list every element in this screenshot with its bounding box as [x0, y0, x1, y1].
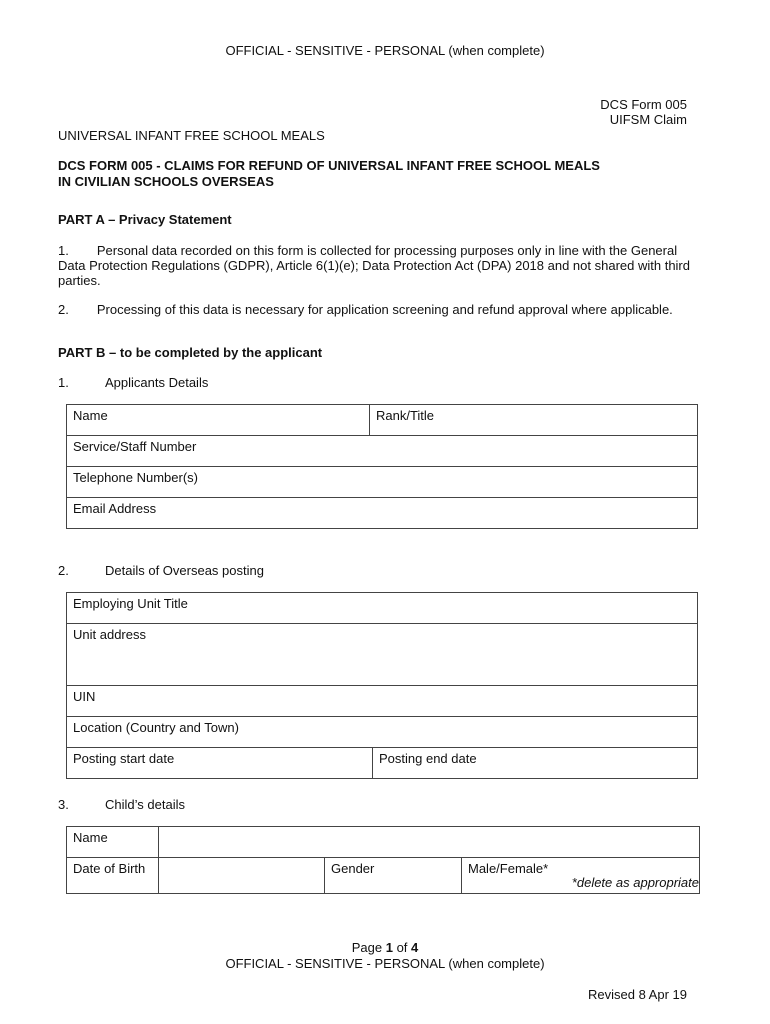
form-ref-line2: UIFSM Claim: [609, 112, 687, 127]
gender-field[interactable]: [462, 858, 700, 894]
page-number: [0, 940, 770, 955]
header-classification: OFFICIAL - SENSITIVE - PERSONAL (when complete): [225, 43, 545, 58]
field-label: Location (Country and Town): [73, 720, 239, 735]
field-label: Email Address: [73, 501, 157, 516]
title-line2: IN CIVILIAN SCHOOLS OVERSEAS: [58, 174, 274, 189]
part-a-heading: PART A – Privacy Statement: [58, 212, 232, 227]
employing-unit-field[interactable]: [67, 593, 698, 624]
footer-classification: OFFICIAL - SENSITIVE - PERSONAL (when complete): [225, 956, 545, 971]
service-number-field[interactable]: [67, 436, 698, 467]
applicant-details-table: [66, 404, 698, 529]
location-field[interactable]: [67, 717, 698, 748]
document-title: [58, 158, 600, 190]
field-label: Name: [73, 830, 108, 845]
section-title: Applicants Details: [105, 375, 209, 390]
section-number: 2.: [58, 563, 69, 578]
form-reference: [600, 97, 687, 127]
field-label: Telephone Number(s): [73, 470, 199, 485]
field-label: Unit address: [73, 627, 146, 642]
dob-field[interactable]: [159, 858, 325, 894]
revision-date: Revised 8 Apr 19: [587, 987, 687, 1002]
field-label: Date of Birth: [73, 861, 146, 876]
page-current: 1: [385, 940, 393, 955]
gender-options: Male/Female*: [468, 861, 549, 876]
section-1-heading: [58, 375, 208, 390]
telephone-field[interactable]: [67, 467, 698, 498]
page-prefix: Page: [351, 940, 386, 955]
child-name-label: [67, 827, 159, 858]
overseas-posting-table: [66, 592, 698, 779]
page-mid: of: [392, 940, 412, 955]
part-b-heading: PART B – to be completed by the applicant: [58, 345, 323, 360]
gender-label: [325, 858, 462, 894]
section-title: Child’s details: [105, 797, 185, 812]
field-label: Posting start date: [73, 751, 175, 766]
child-name-field[interactable]: [159, 827, 700, 858]
unit-address-field[interactable]: [67, 624, 698, 686]
dob-label: [67, 858, 159, 894]
section-number: 3.: [58, 797, 69, 812]
child-details-table: [66, 826, 700, 894]
form-ref-line1: DCS Form 005: [600, 97, 687, 112]
uin-field[interactable]: [67, 686, 698, 717]
section-2-heading: [58, 563, 264, 578]
field-label: Service/Staff Number: [73, 439, 197, 454]
paragraph-text: Processing of this data is necessary for application screening and refund approval where applicable.: [96, 302, 673, 317]
posting-end-date-field[interactable]: [373, 748, 698, 779]
paragraph-number: 1.: [58, 243, 69, 258]
rank-title-field[interactable]: [370, 405, 698, 436]
paragraph-text: Personal data recorded on this form is collected for processing purposes only in line with the General Data Protection Regulations (GDPR), Article 6(1)(e); Data Protection Act (DPA) 2018 and not shared with third parties.: [58, 243, 690, 288]
posting-start-date-field[interactable]: [67, 748, 373, 779]
field-label: Posting end date: [379, 751, 477, 766]
field-label: Gender: [331, 861, 375, 876]
section-title: Details of Overseas posting: [105, 563, 264, 578]
section-number: 1.: [58, 375, 69, 390]
title-line1: DCS FORM 005 - CLAIMS FOR REFUND OF UNIVERSAL INFANT FREE SCHOOL MEALS: [58, 158, 600, 173]
page-total: 4: [411, 940, 419, 955]
document-subtitle: UNIVERSAL INFANT FREE SCHOOL MEALS: [58, 128, 325, 143]
field-label: Employing Unit Title: [73, 596, 188, 611]
delete-note: *delete as appropriate: [571, 875, 699, 890]
section-3-heading: [58, 797, 185, 812]
field-label: UIN: [73, 689, 96, 704]
email-field[interactable]: [67, 498, 698, 529]
privacy-paragraph-1: [58, 243, 698, 288]
paragraph-number: 2.: [58, 302, 69, 317]
field-label: Rank/Title: [376, 408, 435, 423]
privacy-paragraph-2: [58, 302, 698, 317]
field-label: Name: [73, 408, 108, 423]
applicant-name-field[interactable]: [67, 405, 370, 436]
